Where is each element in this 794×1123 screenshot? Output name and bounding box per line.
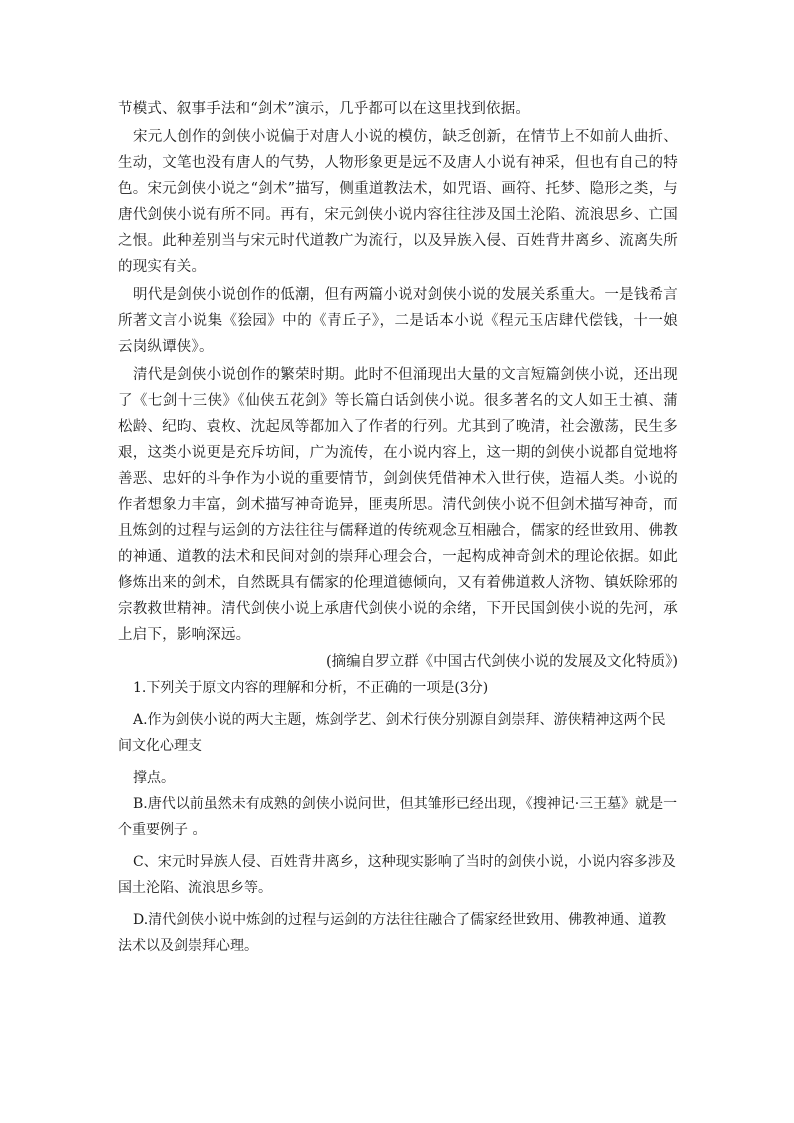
question-option-c: C、宋元时异族人侵、百姓背井离乡，这种现实影响了当时的剑侠小说，小说内容多涉及国土沦陷、流浪思乡等。	[118, 854, 676, 896]
document-page	[118, 96, 678, 959]
article-paragraph-ming: 明代是剑侠小说创作的低潮，但有两篇小说对剑侠小说的发展关系重大。一是钱希言所著文言小说集《狯园》中的《青丘子》，二是话本小说《程元玉店肆代偿钱，十一娘云岗纵谭侠》。	[118, 287, 678, 355]
article-paragraph-qing: 清代是剑侠小说创作的繁荣时期。此时不但涌现出大量的文言短篇剑侠小说，还出现了《七剑十三侠》《仙侠五花剑》等长篇白话剑侠小说。很多著名的文人如王士禛、蒲松龄、纪昀、袁枚、沈起凤等都加入了作者的行列。尤其到了晚清，社会激荡，民生多艰，这类小说更是充斥坊间，广为流传，在小说内容上，这一期的剑侠小说都自觉地将善恶、忠奸的斗争作为小说的重要情节，剑剑侠凭借神术入世行侠，造福人类。小说的作者想象力丰富，剑术描写神奇诡异，匪夷所思。清代剑侠小说不但剑术描写神奇，而且炼剑的过程与运剑的方法往往与儒释道的传统观念互相融合，儒家的经世致用、佛教的神通、道教的法术和民间对剑的崇拜心理会合，一起构成神奇剑术的理论依据。如此修炼出来的剑术，自然既具有儒家的伦理道德倾向，又有着佛道救人济物、镇妖除邪的宗教救世精神。清代剑侠小说上承唐代剑侠小说的余绪，下开民国剑侠小说的先河，承上启下，影响深远。	[118, 367, 678, 643]
question-option-a: A.作为剑侠小说的两大主题，炼剑学艺、剑术行侠分别源自剑崇拜、游侠精神这两个民间文化心理支	[118, 712, 666, 754]
article-paragraph-song-yuan: 宋元人创作的剑侠小说偏于对唐人小说的模仿，缺乏创新，在情节上不如前人曲折、生动，文笔也没有唐人的气势，人物形象更是远不及唐人小说有神采，但也有自己的特色。宋元剑侠小说之“剑术”描写，侧重道教法术，如咒语、画符、托梦、隐形之类，与唐代剑侠小说有所不同。再有，宋元剑侠小说内容往往涉及国土沦陷、流浪思乡、亡国之恨。此种差别当与宋元时代道教广为流行，以及异族入侵、百姓背井离乡、流离失所的现实有关。	[118, 129, 678, 275]
question-option-a-continued: 撑点。	[133, 770, 175, 786]
question-option-d: D.清代剑侠小说中炼剑的过程与运剑的方法往往融合了儒家经世致用、佛教神通、道教法术以及剑崇拜心理。	[118, 912, 667, 954]
question-stem: 1.下列关于原文内容的理解和分析，不正确的一项是(3分)	[133, 680, 489, 696]
question-option-b: B.唐代以前虽然未有成熟的剑侠小说问世，但其雏形已经出现，《搜神记·三王墓》就是一个重要例子 。	[118, 796, 678, 838]
article-source: (摘编自罗立群《中国古代剑侠小说的发展及文化特质》)	[325, 654, 678, 670]
article-paragraph-continued: 节模式、叙事手法和“剑术”演示，几乎都可以在这里找到依据。	[118, 101, 531, 117]
